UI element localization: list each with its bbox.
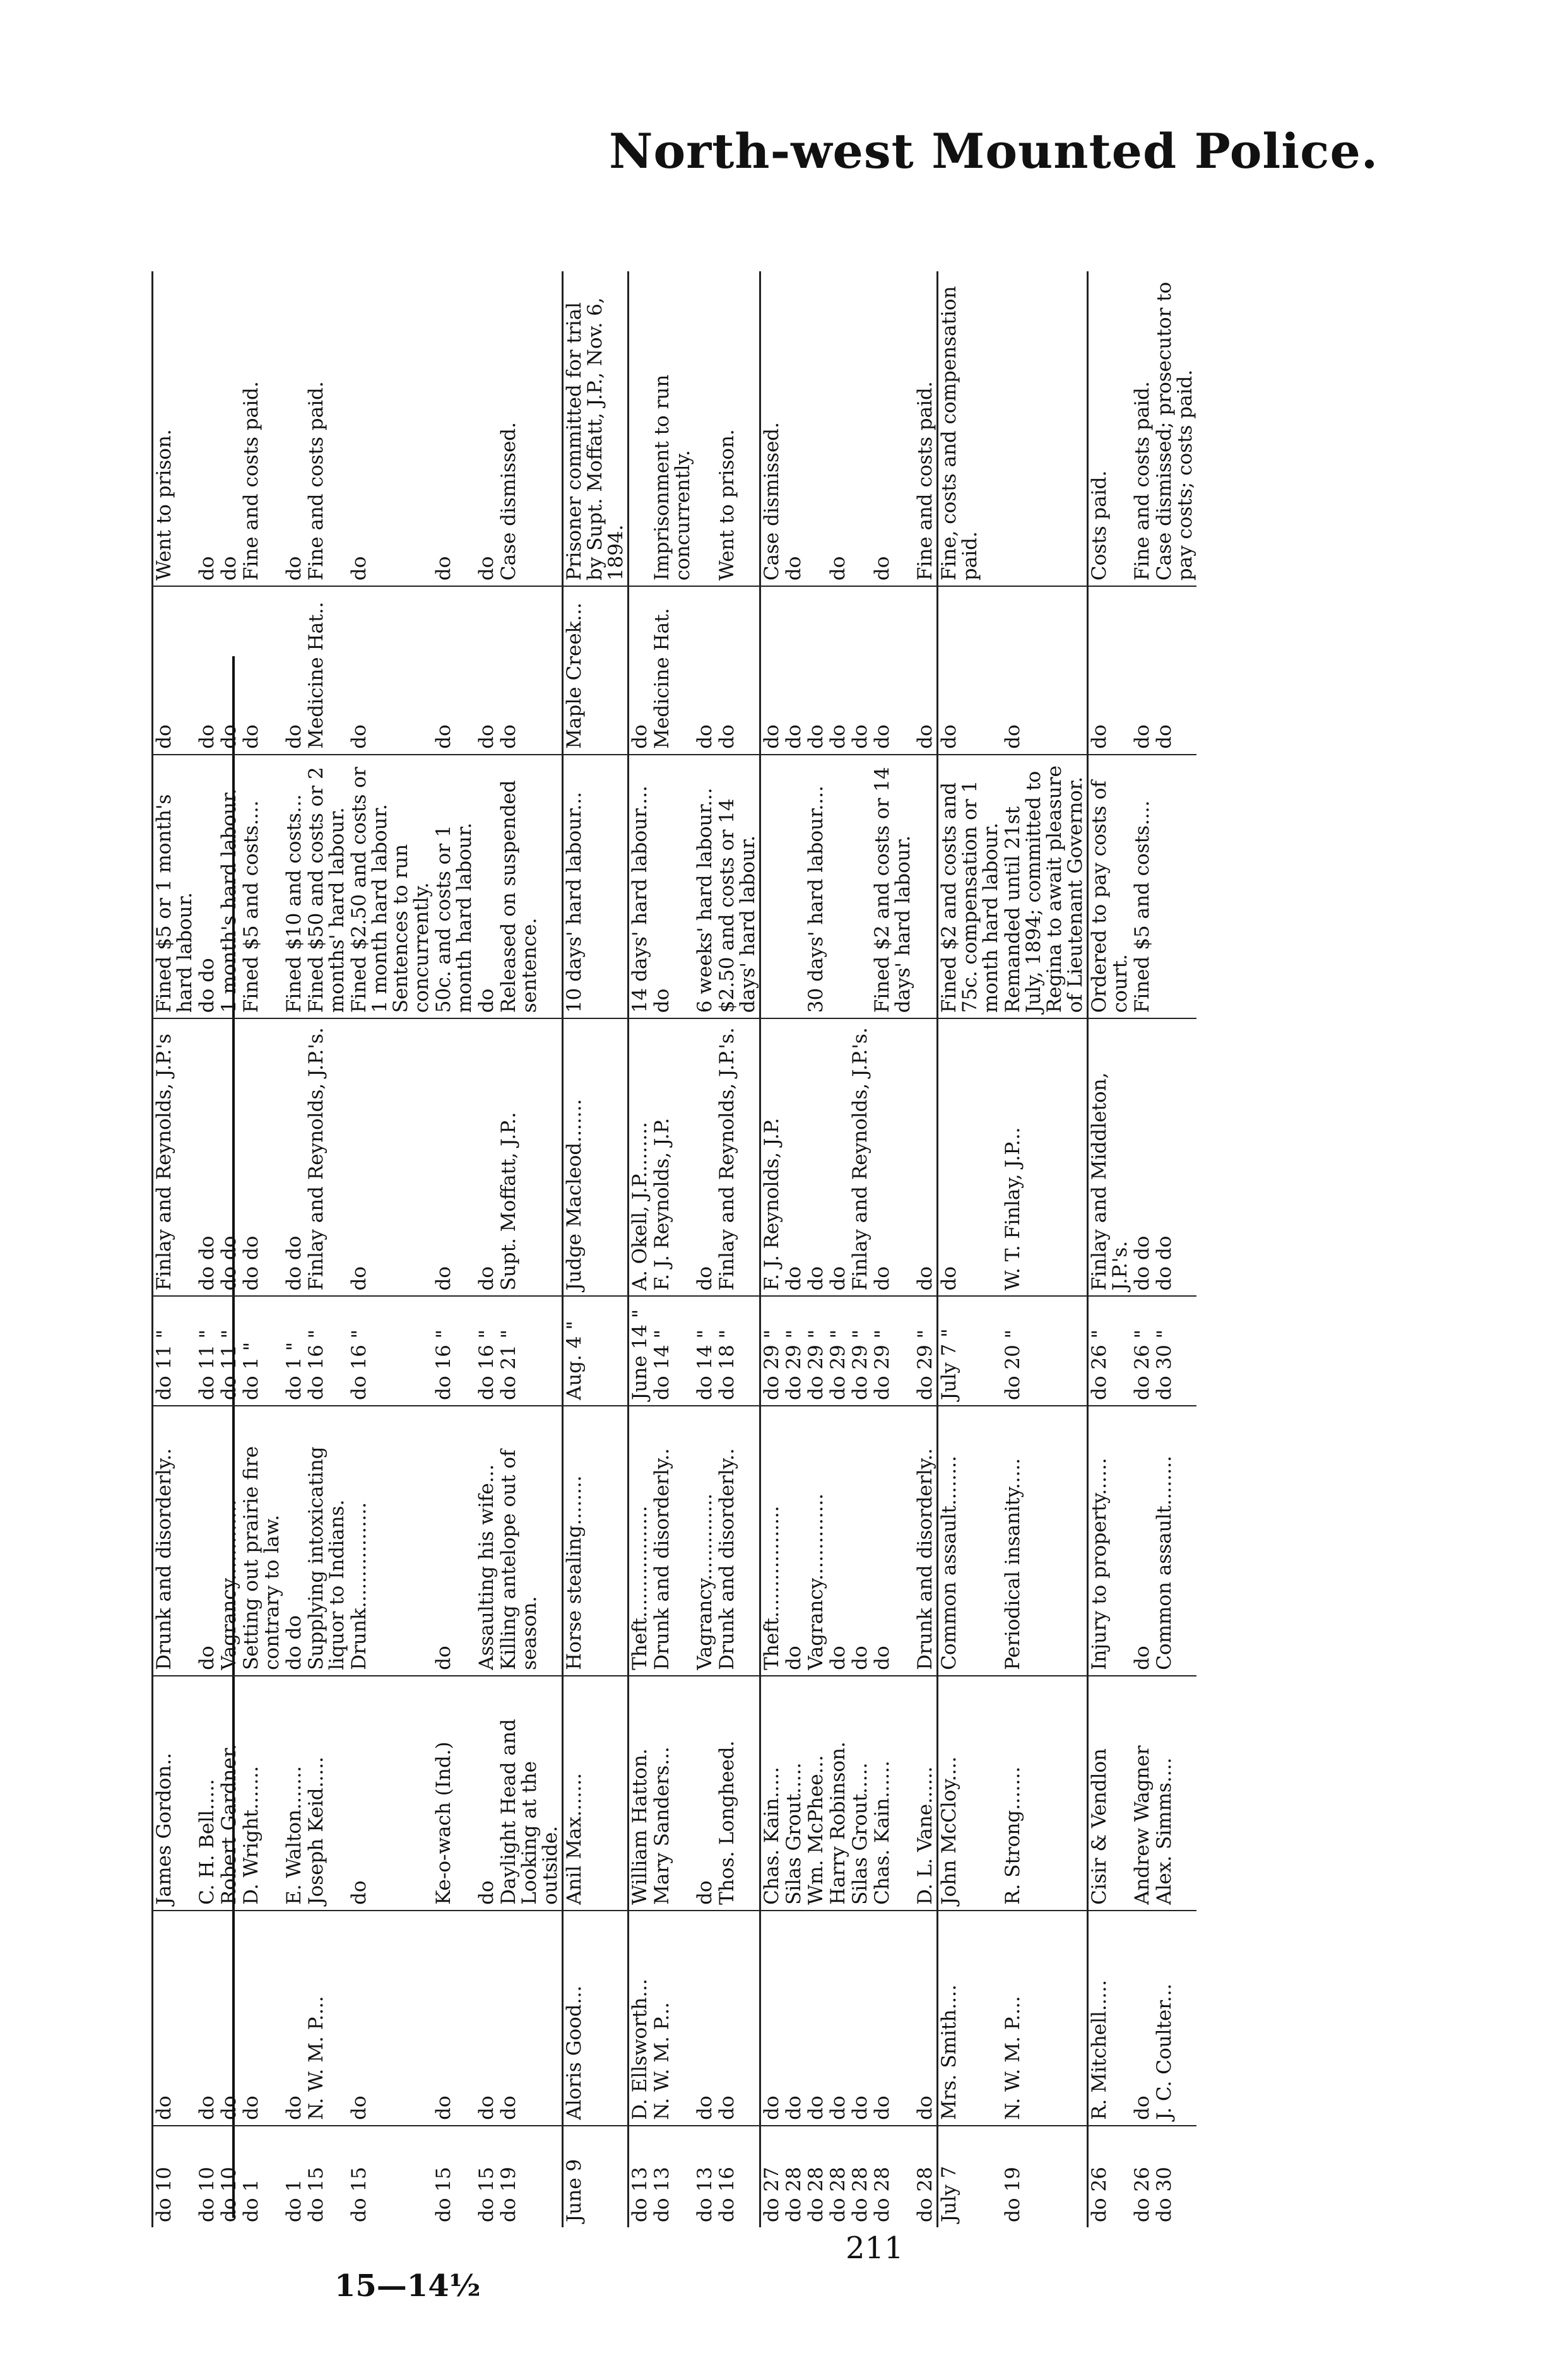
table-row: [305, 271, 348, 2227]
cell-when: do 27: [760, 2126, 784, 2227]
cell-who: do: [476, 1911, 498, 2126]
cell-who: do: [760, 1911, 784, 2126]
cell-sentence: Fined $10 and costs...: [283, 755, 305, 1019]
cell-date: July 7 ": [938, 1296, 1003, 1406]
cell-accused: John McCloy....: [938, 1676, 1003, 1911]
table-row: [433, 271, 476, 2227]
cell-who: do: [871, 1911, 914, 2126]
cell-offence: Supplying intoxicating liquor to Indians.: [305, 1406, 348, 1676]
cell-when: do 1: [283, 2179, 305, 2222]
cell-judge: do do: [283, 1018, 305, 1296]
cell-result: [849, 271, 871, 586]
cell-date: do 26 ": [1088, 1296, 1132, 1406]
cell-result: Case dismissed.: [760, 271, 784, 586]
cell-when: do 15: [475, 2167, 498, 2222]
cell-date: do 26 ": [1131, 1296, 1154, 1406]
table-row: [651, 271, 694, 2227]
cell-when: July 7: [938, 2126, 1003, 2227]
cell-place: do: [1002, 586, 1088, 755]
cell-date: do 11 ": [196, 1296, 218, 1406]
cell-offence: Assaulting his wife...: [476, 1406, 498, 1676]
table-row: [498, 271, 563, 2227]
cell-date: do 21 ": [498, 1296, 563, 1406]
cell-when: do 26: [1088, 2126, 1132, 2227]
cell-offence: do: [827, 1406, 849, 1676]
cell-sentence: do do: [196, 755, 218, 1019]
cell-result: Went to prison.: [716, 271, 760, 586]
table-row: [871, 271, 914, 2227]
cell-date: do 29 ": [914, 1296, 938, 1406]
cell-result: Fine, costs and compensation paid.: [938, 271, 1003, 586]
table-row: [716, 271, 760, 2227]
cell-place: do: [938, 586, 1003, 755]
cell-sentence: Fined $5 or 1 month's hard labour.: [153, 755, 197, 1019]
cell-result: Case dismissed; prosecutor to pay costs; costs paid.: [1154, 271, 1196, 586]
cell-date: Aug. 4 ": [563, 1296, 629, 1406]
cell-result: [805, 271, 827, 586]
cell-date: do 18 ": [716, 1296, 760, 1406]
cell-judge: A. Okell, J.P.........: [629, 1018, 652, 1296]
cell-place: do: [783, 586, 805, 755]
cell-result: do: [218, 271, 240, 586]
cell-date: do 16 ": [476, 1296, 498, 1406]
cell-when: do 1: [240, 2179, 263, 2222]
cell-judge: F. J. Reynolds, J.P.: [651, 1018, 694, 1296]
cell-when: do 28: [914, 2167, 936, 2222]
cell-sentence: $2.50 and costs or 14 days' hard labour.: [716, 755, 760, 1019]
cell-place: Maple Creek...: [563, 586, 629, 755]
cell-judge: F. J. Reynolds, J.P.: [760, 1018, 784, 1296]
cell-who: do: [827, 1911, 849, 2126]
cell-when: June 9: [563, 2126, 629, 2227]
cell-accused: E. Walton.......: [283, 1676, 305, 1911]
cell-accused: Robert Gardner.: [218, 1676, 240, 1911]
cell-result: do: [283, 271, 305, 586]
cell-who: do: [433, 1911, 476, 2126]
cell-sentence: Released on suspended sentence.: [498, 755, 563, 1019]
cell-date: do 14 ": [694, 1296, 716, 1406]
cell-place: do: [433, 586, 476, 755]
cell-who: do: [348, 1911, 433, 2126]
cell-who: do: [218, 1911, 240, 2126]
cell-who: do: [1131, 1911, 1154, 2126]
cell-sentence: 6 weeks' hard labour...: [694, 755, 716, 1019]
cases-table-body: [153, 271, 1197, 2227]
cell-result: do: [827, 271, 849, 586]
cell-when: do 16: [716, 2167, 738, 2222]
cell-accused: do: [348, 1676, 433, 1911]
cell-result: do: [433, 271, 476, 586]
cell-place: do: [476, 586, 498, 755]
cell-when: do 26: [1131, 2167, 1154, 2222]
cell-result: do: [871, 271, 914, 586]
cell-offence: Drunk and disorderly..: [716, 1406, 760, 1676]
cell-sentence: Ordered to pay costs of court.: [1088, 755, 1132, 1019]
rotated-table-wrapper: [151, 271, 1414, 2227]
cell-judge: do do: [240, 1018, 283, 1296]
cell-sentence: [914, 755, 938, 1019]
cell-sentence: Fined $50 and costs or 2 months' hard labour.: [305, 755, 348, 1019]
cell-place: do: [218, 586, 240, 755]
cell-judge: Finlay and Reynolds, J.P.'s.: [849, 1018, 871, 1296]
cell-sentence: 30 days' hard labour....: [805, 755, 827, 1019]
cell-accused: C. H. Bell.....: [196, 1676, 218, 1911]
cell-who: do: [240, 1911, 283, 2126]
cell-who: J. C. Coulter...: [1154, 1911, 1196, 2126]
cell-result: Costs paid.: [1088, 271, 1132, 586]
cell-place: do: [1154, 586, 1196, 755]
cell-sentence: Fined $5 and costs....: [240, 755, 283, 1019]
table-row: [1088, 271, 1132, 2227]
cell-date: do 30 ": [1154, 1296, 1196, 1406]
cell-judge: do: [348, 1018, 433, 1296]
cell-offence: do: [1131, 1406, 1154, 1676]
cell-result: [629, 271, 652, 586]
cell-when: do 15: [305, 2167, 328, 2222]
cell-place: do: [694, 586, 716, 755]
cell-place: do: [1131, 586, 1154, 755]
cell-place: do: [283, 586, 305, 755]
cell-date: do 29 ": [805, 1296, 827, 1406]
cell-date: do 29 ": [849, 1296, 871, 1406]
cell-judge: do do: [196, 1018, 218, 1296]
cell-date: do 1 ": [283, 1296, 305, 1406]
cell-result: Fine and costs paid.: [914, 271, 938, 586]
cell-offence: Drunk.................: [348, 1406, 433, 1676]
cell-offence: Injury to property......: [1088, 1406, 1132, 1676]
cell-sentence: 50c. and costs or 1 month hard labour.: [433, 755, 476, 1019]
cell-place: do: [1088, 586, 1132, 755]
cell-when: do 28: [827, 2167, 849, 2222]
cell-accused: do: [694, 1676, 716, 1911]
cell-judge: do: [938, 1018, 1003, 1296]
cell-offence: Horse stealing........: [563, 1406, 629, 1676]
cell-when: do 30: [1153, 2167, 1176, 2222]
cell-place: do: [348, 586, 433, 755]
cell-when: do 15: [432, 2167, 455, 2222]
cell-judge: do: [805, 1018, 827, 1296]
cell-when: do 10: [218, 2167, 240, 2222]
cell-when: do 13: [629, 2126, 652, 2227]
cell-result: Fine and costs paid.: [305, 271, 348, 586]
cell-when: do 28: [805, 2167, 827, 2222]
cell-result: do: [476, 271, 498, 586]
cell-place: Medicine Hat.: [651, 586, 694, 755]
cell-place: do: [498, 586, 563, 755]
cell-when: do 28: [783, 2167, 805, 2222]
cell-judge: do: [827, 1018, 849, 1296]
cell-judge: do: [783, 1018, 805, 1296]
table-row: [827, 271, 849, 2227]
cell-offence: Theft..................: [760, 1406, 784, 1676]
cell-result: Case dismissed.: [498, 271, 563, 586]
cell-judge: do do: [218, 1018, 240, 1296]
cell-when: do 13: [651, 2167, 673, 2222]
cell-offence: Vagrancy..............: [805, 1406, 827, 1676]
table-row: [1131, 271, 1154, 2227]
table-row: [629, 271, 652, 2227]
cell-result: [694, 271, 716, 586]
cell-sentence: Remanded until 21st July, 1894; committed to Regina to await pleasure of Lieutenant Governor.: [1002, 755, 1088, 1019]
cell-accused: James Gordon..: [153, 1676, 197, 1911]
table-row: [1002, 271, 1088, 2227]
cell-who: do: [694, 1911, 716, 2126]
cell-who: do: [849, 1911, 871, 2126]
cell-result: [1002, 271, 1088, 586]
cell-judge: Supt. Moffatt, J.P..: [498, 1018, 563, 1296]
table-row: [849, 271, 871, 2227]
cell-sentence: do: [476, 755, 498, 1019]
cell-accused: R. Strong.......: [1002, 1676, 1088, 1911]
cell-place: do: [629, 586, 652, 755]
cell-place: Medicine Hat..: [305, 586, 348, 755]
cell-sentence: 14 days' hard labour....: [629, 755, 652, 1019]
cell-who: N. W. M. P....: [1002, 1911, 1088, 2126]
page-header: North-west Mounted Police.: [609, 123, 1379, 179]
cell-when: do 19: [497, 2167, 520, 2222]
cell-judge: W. T. Finlay, J.P...: [1002, 1018, 1088, 1296]
cell-judge: Finlay and Reynolds, J.P.'s.: [305, 1018, 348, 1296]
cell-offence: do: [871, 1406, 914, 1676]
cell-accused: Silas Grout.....: [849, 1676, 871, 1911]
cell-accused: Mary Sanders...: [651, 1676, 694, 1911]
cell-accused: Silas Grout.....: [783, 1676, 805, 1911]
cell-place: do: [914, 586, 938, 755]
cell-offence: Periodical insanity.....: [1002, 1406, 1088, 1676]
cell-offence: do: [433, 1406, 476, 1676]
cell-accused: Ke-o-wach (Ind.): [433, 1676, 476, 1911]
cell-judge: do: [476, 1018, 498, 1296]
cell-sentence: [1154, 755, 1196, 1019]
cell-when: do 15: [348, 2167, 370, 2222]
cell-offence: Common assault........: [938, 1406, 1003, 1676]
cell-sentence: [849, 755, 871, 1019]
cell-date: do 1 ": [240, 1296, 283, 1406]
cell-sentence: Fined $2 and costs and 75c. compensation or 1 month hard labour.: [938, 755, 1003, 1019]
cases-table: [151, 271, 1196, 2227]
cell-date: do 11 ": [153, 1296, 197, 1406]
cell-date: do 16 ": [348, 1296, 433, 1406]
cell-sentence: Fined $2 and costs or 14 days' hard labour.: [871, 755, 914, 1019]
cell-sentence: [827, 755, 849, 1019]
table-row: [283, 271, 305, 2227]
cell-accused: Andrew Wagner: [1131, 1676, 1154, 1911]
table-row: [240, 271, 283, 2227]
cell-date: do 29 ": [760, 1296, 784, 1406]
cell-offence: Drunk and disorderly..: [914, 1406, 938, 1676]
table-row: [805, 271, 827, 2227]
cell-result: do: [348, 271, 433, 586]
cell-result: Prisoner committed for trial by Supt. Moffatt, J.P., Nov. 6, 1894.: [563, 271, 629, 586]
cell-place: do: [196, 586, 218, 755]
cell-sentence: 1 month's hard labour.: [218, 755, 240, 1019]
cell-who: Mrs. Smith....: [938, 1911, 1003, 2126]
cell-date: June 14 ": [629, 1296, 652, 1406]
cell-who: D. Ellsworth...: [629, 1911, 652, 2126]
cell-offence: Setting out prairie fire contrary to law.: [240, 1406, 283, 1676]
cell-accused: Anil Max.......: [563, 1676, 629, 1911]
cell-who: do: [805, 1911, 827, 2126]
table-row: [476, 271, 498, 2227]
cell-sentence: Fined $5 and costs....: [1131, 755, 1154, 1019]
table-row: [914, 271, 938, 2227]
cell-accused: D. Wright.......: [240, 1676, 283, 1911]
cell-result: do: [783, 271, 805, 586]
cell-offence: Drunk and disorderly..: [153, 1406, 197, 1676]
cell-offence: do: [783, 1406, 805, 1676]
table-row: [563, 271, 629, 2227]
cell-place: do: [716, 586, 760, 755]
cell-who: do: [783, 1911, 805, 2126]
cell-when: do 13: [694, 2167, 716, 2222]
cell-sentence: [760, 755, 784, 1019]
cell-judge: do: [694, 1018, 716, 1296]
cell-date: do 16 ": [305, 1296, 348, 1406]
cell-result: Fine and costs paid.: [240, 271, 283, 586]
cell-place: do: [153, 586, 197, 755]
cell-judge: Finlay and Reynolds, J.P.'s.: [716, 1018, 760, 1296]
cell-offence: Drunk and disorderly..: [651, 1406, 694, 1676]
cell-who: R. Mitchell.....: [1088, 1911, 1132, 2126]
cell-who: N. W. M. P...: [651, 1911, 694, 2126]
page-number: 211: [846, 2230, 904, 2266]
cell-who: do: [498, 1911, 563, 2126]
cell-who: do: [716, 1911, 760, 2126]
cell-judge: do: [433, 1018, 476, 1296]
cell-accused: Wm. McPhee...: [805, 1676, 827, 1911]
table-row: [783, 271, 805, 2227]
cell-accused: Joseph Keid.....: [305, 1676, 348, 1911]
table-row: [938, 271, 1003, 2227]
table-row: [1154, 271, 1196, 2227]
cell-when: do 10: [153, 2126, 197, 2227]
cell-judge: do: [871, 1018, 914, 1296]
cell-result: Imprisonment to run concurrently.: [651, 271, 694, 586]
cell-date: do 29 ": [827, 1296, 849, 1406]
cell-who: Aloris Good...: [563, 1911, 629, 2126]
cell-sentence: [783, 755, 805, 1019]
cell-accused: do: [476, 1676, 498, 1911]
cell-place: do: [827, 586, 849, 755]
cell-accused: D. L. Vane......: [914, 1676, 938, 1911]
cell-judge: Finlay and Middleton, J.P.'s.: [1088, 1018, 1132, 1296]
cell-sentence: do: [651, 755, 694, 1019]
cell-accused: Chas. Kain.....: [760, 1676, 784, 1911]
cell-accused: William Hatton.: [629, 1676, 652, 1911]
table-row: [348, 271, 433, 2227]
cell-judge: do: [914, 1018, 938, 1296]
table-row: [153, 271, 197, 2227]
cell-when: do 28: [849, 2167, 871, 2222]
table-row: [760, 271, 784, 2227]
cell-accused: Daylight Head and Looking at the outside.: [498, 1676, 563, 1911]
table-row: [218, 271, 240, 2227]
cell-accused: Alex. Simms....: [1154, 1676, 1196, 1911]
cell-judge: Finlay and Reynolds, J.P.'s: [153, 1018, 197, 1296]
table-row: [694, 271, 716, 2227]
cell-judge: do do: [1131, 1018, 1154, 1296]
cell-when: do 28: [871, 2167, 894, 2222]
cell-date: do 14 ": [651, 1296, 694, 1406]
cell-judge: Judge Macleod.......: [563, 1018, 629, 1296]
cell-accused: Thos. Longheed.: [716, 1676, 760, 1911]
cell-who: do: [914, 1911, 938, 2126]
cell-judge: do do: [1154, 1018, 1196, 1296]
cell-place: do: [240, 586, 283, 755]
cell-offence: Theft..................: [629, 1406, 652, 1676]
cell-accused: Cisir & Vendlon: [1088, 1676, 1132, 1911]
cell-offence: do: [849, 1406, 871, 1676]
cell-accused: Harry Robinson.: [827, 1676, 849, 1911]
cell-sentence: Fined $2.50 and costs or 1 month hard labour. Sentences to run concurrently.: [348, 755, 433, 1019]
cell-date: do 29 ": [871, 1296, 914, 1406]
cell-offence: do do: [283, 1406, 305, 1676]
table-row: [196, 271, 218, 2227]
cell-result: do: [196, 271, 218, 586]
cell-offence: do: [196, 1406, 218, 1676]
cell-when: do 19: [1001, 2167, 1024, 2222]
cell-date: do 11 ": [218, 1296, 240, 1406]
cell-who: do: [283, 1911, 305, 2126]
cell-place: do: [760, 586, 784, 755]
cell-accused: Chas. Kain......: [871, 1676, 914, 1911]
cell-offence: Common assault........: [1154, 1406, 1196, 1676]
cell-result: Went to prison.: [153, 271, 197, 586]
cell-place: do: [871, 586, 914, 755]
cell-result: Fine and costs paid.: [1131, 271, 1154, 586]
cell-date: do 29 ": [783, 1296, 805, 1406]
cell-who: N. W. M. P....: [305, 1911, 348, 2126]
cell-place: do: [805, 586, 827, 755]
cell-place: do: [849, 586, 871, 755]
cell-sentence: 10 days' hard labour...: [563, 755, 629, 1019]
cell-offence: Killing antelope out of season.: [498, 1406, 563, 1676]
cell-who: do: [153, 1911, 197, 2126]
cell-who: do: [196, 1911, 218, 2126]
cell-date: do 20 ": [1002, 1296, 1088, 1406]
cell-offence: Vagrancy.............: [218, 1406, 240, 1676]
cell-when: do 10: [196, 2167, 218, 2222]
cell-offence: Vagrancy..............: [694, 1406, 716, 1676]
cell-date: do 16 ": [433, 1296, 476, 1406]
footnote-signature: 15—14½: [334, 2268, 481, 2304]
